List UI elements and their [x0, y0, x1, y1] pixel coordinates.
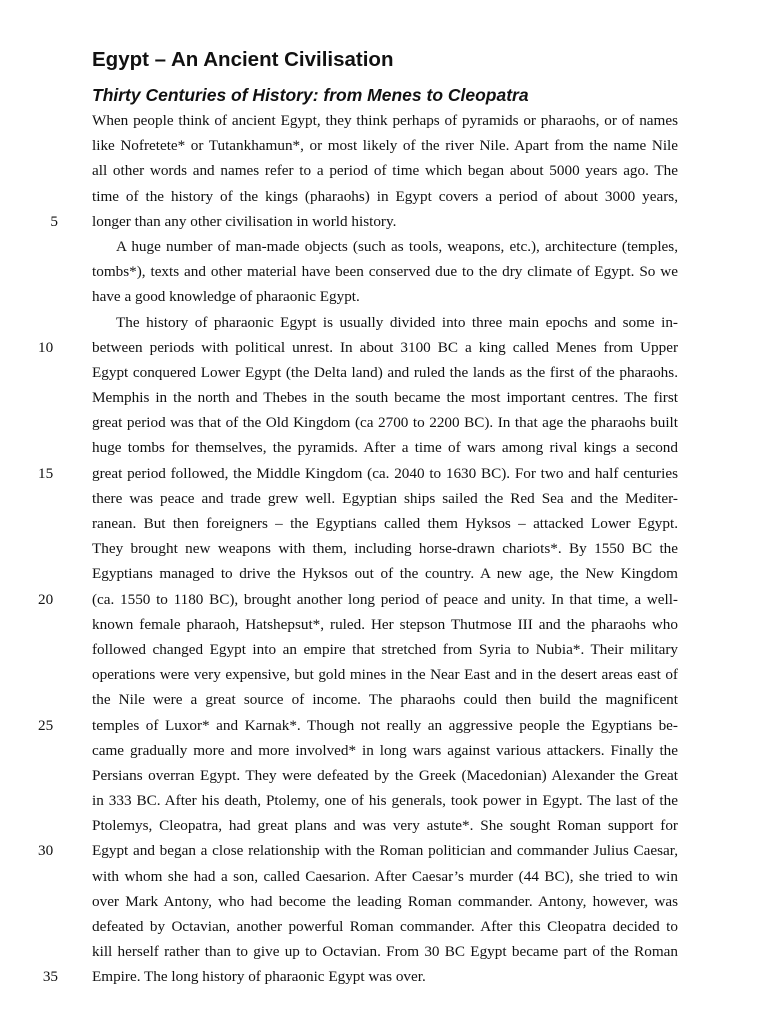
line-text: operations were very expensive, but gold mines in the Near East and in the desert areas east of	[92, 666, 678, 684]
text-line	[92, 410, 678, 435]
line-number: 5	[50, 212, 58, 230]
text-line	[92, 914, 678, 939]
line-text: Egypt conquered Lower Egypt (the Delta land) and ruled the lands as the first of the pharaohs.	[92, 363, 678, 381]
text-line	[92, 939, 678, 964]
text-line	[92, 788, 678, 813]
line-text: known female pharaoh, Hatshepsut*, ruled. Her stepson Thutmose III and the pharaohs who	[92, 615, 678, 633]
text-line	[92, 435, 678, 460]
line-text: followed changed Egypt into an empire that stretched from Syria to Nubia*. Their military	[92, 640, 678, 658]
text-line	[92, 158, 678, 183]
line-text: between periods with political unrest. In about 3100 BC a king called Menes from Upper	[92, 338, 678, 356]
line-number: 30	[38, 842, 54, 860]
line-text: over Mark Antony, who had become the leading Roman commander. Antony, however, was	[92, 892, 678, 910]
line-text: ranean. But then foreigners – the Egyptians called them Hyksos – attacked Lower Egypt.	[92, 515, 678, 532]
line-text: Empire. The long history of pharaonic Egypt was over.	[92, 968, 426, 986]
text-line	[92, 284, 678, 309]
text-line	[92, 889, 678, 914]
text-line	[92, 813, 678, 838]
line-text: with whom she had a son, called Caesarion. After Caesar’s murder (44 BC), she tried to win	[92, 867, 678, 885]
text-line	[92, 612, 678, 637]
text-line	[38, 713, 678, 738]
line-text: great period was that of the Old Kingdom (ca 2700 to 2200 BC). In that age the pharaohs built	[92, 414, 678, 432]
text-line	[92, 561, 678, 586]
line-text: all other words and names refer to a period of time which began about 5000 years ago. The	[92, 162, 678, 180]
text-line	[92, 637, 678, 662]
line-number: 15	[38, 464, 54, 482]
line-text: like Nofretete* or Tutankhamun*, or most likely of the river Nile. Apart from the name Nile	[92, 137, 678, 155]
line-text: huge tombs for themselves, the pyramids. After a time of wars among rival kings a second	[92, 439, 678, 457]
line-text: Persians overran Egypt. They were defeated by the Greek (Macedonian) Alexander the Great	[92, 766, 678, 784]
line-text: (ca. 1550 to 1180 BC), brought another long period of peace and unity. In that time, a well-	[92, 590, 678, 608]
text-line	[92, 184, 678, 209]
line-text: Egyptians managed to drive the Hyksos out of the country. A new age, the New Kingdom	[92, 565, 678, 583]
line-number: 25	[38, 716, 54, 734]
line-text: Memphis in the north and Thebes in the south became the most important centres. The first	[92, 389, 678, 407]
text-line	[92, 662, 678, 687]
text-line	[92, 511, 678, 536]
line-text: temples of Luxor* and Karnak*. Though not really an aggressive people the Egyptians be-	[92, 716, 678, 734]
line-text: there was peace and trade grew well. Egyptian ships sailed the Red Sea and the Mediter-	[92, 489, 678, 507]
line-text: Egypt and began a close relationship with the Roman politician and commander Julius Caesar,	[92, 842, 678, 860]
line-text: came gradually more and more involved* in long wars against various attackers. Finally the	[92, 741, 678, 759]
body-text	[38, 108, 678, 990]
line-text: defeated by Octavian, another powerful Roman commander. After this Cleopatra decided to	[92, 918, 678, 935]
line-number: 20	[38, 590, 54, 608]
line-text: longer than any other civilisation in world history.	[92, 212, 397, 230]
text-line	[92, 310, 678, 335]
text-line	[92, 486, 678, 511]
line-text: great period followed, the Middle Kingdom (ca. 2040 to 1630 BC). For two and half centuries	[92, 464, 678, 482]
line-text: A huge number of man-made objects (such as tools, weapons, etc.), architecture (temples,	[116, 237, 678, 255]
text-line	[92, 738, 678, 763]
line-text: kill herself rather than to give up to Octavian. From 30 BC Egypt became part of the Roman	[92, 943, 678, 961]
text-line	[38, 461, 678, 486]
line-text: When people think of ancient Egypt, they think perhaps of pyramids or pharaohs, or of names	[92, 112, 678, 129]
text-line	[92, 536, 678, 561]
line-text: have a good knowledge of pharaonic Egypt.	[92, 288, 360, 306]
text-line	[38, 587, 678, 612]
text-line	[38, 838, 678, 863]
page-title: Egypt – An Ancient Civilisation	[92, 48, 394, 71]
text-line	[92, 259, 678, 284]
text-line	[92, 864, 678, 889]
line-text: tombs*), texts and other material have been conserved due to the dry climate of Egypt. So we	[92, 263, 678, 281]
text-line	[92, 108, 678, 133]
page-subtitle: Thirty Centuries of History: from Menes to Cleopatra	[92, 85, 529, 105]
text-line	[42, 964, 678, 989]
text-line	[38, 335, 678, 360]
text-line	[92, 385, 678, 410]
line-number: 10	[38, 338, 54, 356]
line-text: The history of pharaonic Egypt is usually divided into three main epochs and some in-	[116, 313, 678, 331]
text-line	[92, 234, 678, 259]
text-line	[92, 360, 678, 385]
text-line	[92, 763, 678, 788]
line-text: the Nile were a great source of income. The pharaohs could then build the magnificent	[92, 691, 678, 709]
text-line	[92, 133, 678, 158]
line-text: They brought new weapons with them, including horse-drawn chariots*. By 1550 BC the	[92, 540, 678, 558]
line-text: Ptolemys, Cleopatra, had great plans and was very astute*. She sought Roman support for	[92, 817, 678, 835]
text-line	[50, 209, 678, 234]
line-text: in 333 BC. After his death, Ptolemy, one of his generals, took power in Egypt. The last of the	[92, 792, 678, 810]
line-number: 35	[42, 968, 58, 986]
line-text: time of the history of the kings (pharaohs) in Egypt covers a period of about 3000 years,	[92, 187, 678, 205]
text-line	[92, 687, 678, 712]
